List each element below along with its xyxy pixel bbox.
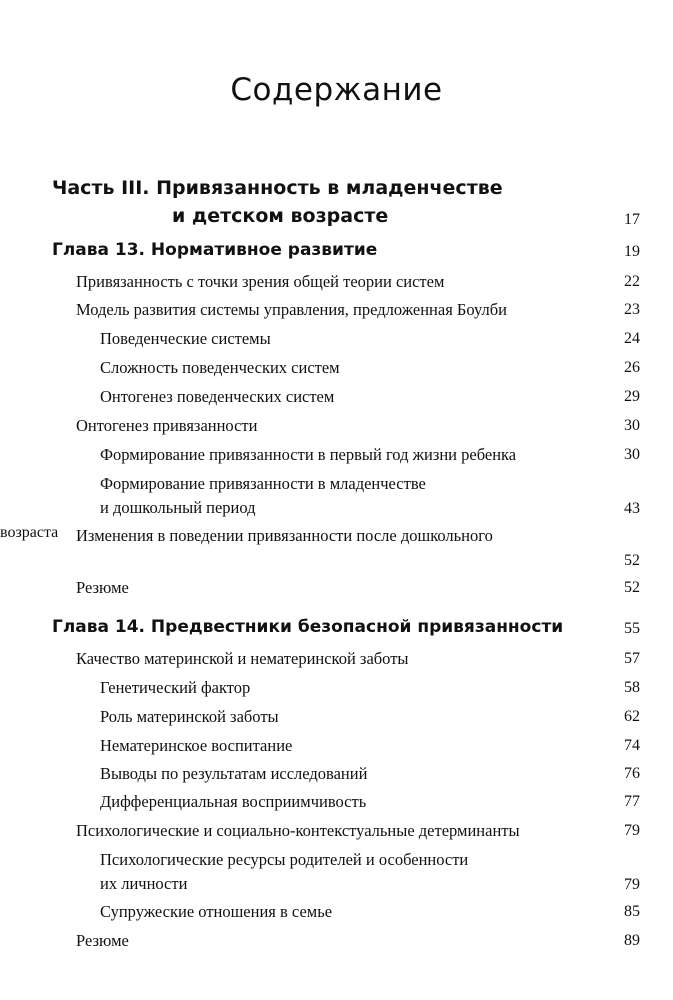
toc-page-number: 79 (624, 876, 640, 893)
toc-item-title: Привязанность с точки зрения общей теории систем (76, 272, 445, 291)
toc-page-number: 52 (624, 552, 640, 569)
toc-page-number: 24 (624, 330, 640, 347)
toc-page-number: 22 (624, 273, 640, 290)
toc-item-title: Психологические ресурсы родителей и особенности (100, 850, 469, 869)
toc-item-title: Нематеринское воспитание (100, 736, 293, 755)
toc-item-title: Психологические и социально-контекстуальные детерминанты (76, 821, 520, 840)
toc-page-number: 19 (624, 243, 640, 260)
toc-item-title: Генетический фактор (100, 678, 251, 697)
toc-page-number: 52 (624, 579, 640, 596)
toc-item-title: Дифференциальная восприимчивость (100, 792, 367, 811)
toc-chapter-title: Глава 13. Нормативное развитие (52, 240, 378, 260)
toc-page-number: 74 (624, 737, 640, 754)
toc-page-number: 29 (624, 388, 640, 405)
toc-item-title: Изменения в поведении привязанности после дошкольного (76, 526, 493, 545)
toc-page-number: 85 (624, 903, 640, 920)
toc-item-title: Формирование привязанности в младенчестве (100, 474, 426, 493)
toc-item-title: Поведенческие системы (100, 329, 271, 348)
toc-page-number: 55 (624, 620, 640, 637)
toc-part-title-line1: Часть III. Привязанность в младенчестве (52, 177, 503, 199)
toc-page-number: 57 (624, 650, 640, 667)
toc-part-title-line2: и детском возрасте (172, 205, 389, 227)
page-title: Содержание (230, 72, 443, 108)
toc-page-number: 26 (624, 359, 640, 376)
toc-item-title-continued: возраста (0, 524, 59, 541)
toc-item-title: Роль материнской заботы (100, 707, 279, 726)
toc-page-number: 43 (624, 500, 640, 517)
toc-item-title: Онтогенез привязанности (76, 416, 258, 435)
toc-page-number: 79 (624, 822, 640, 839)
toc-item[interactable] (0, 524, 673, 569)
toc-page-number: 76 (624, 765, 640, 782)
toc-page-number: 62 (624, 708, 640, 725)
toc-page-number: 58 (624, 679, 640, 696)
toc-item-title: Качество материнской и нематеринской заботы (76, 649, 409, 668)
toc-item-title: Резюме (76, 931, 129, 950)
toc-item-title: Резюме (76, 578, 129, 597)
toc-item-title-continued: их личности (100, 874, 188, 893)
toc-item-title: Сложность поведенческих систем (100, 358, 340, 377)
toc-item-title: Онтогенез поведенческих систем (100, 387, 335, 406)
toc-page-number: 30 (624, 417, 640, 434)
toc-chapter-title: Глава 14. Предвестники безопасной привязанности (52, 617, 564, 637)
toc-page-number: 23 (624, 301, 640, 318)
toc-item-title: Формирование привязанности в первый год жизни ребенка (100, 445, 517, 464)
toc-item-title-continued: и дошкольный период (100, 498, 256, 517)
toc-page-number: 30 (624, 446, 640, 463)
toc-item-title: Выводы по результатам исследований (100, 764, 368, 783)
toc-page-number: 89 (624, 932, 640, 949)
toc-page-number: 17 (624, 211, 640, 228)
toc-item-title: Супружеские отношения в семье (100, 902, 333, 921)
toc-item-title: Модель развития системы управления, предложенная Боулби (76, 300, 507, 319)
toc-page-number: 77 (624, 793, 640, 810)
